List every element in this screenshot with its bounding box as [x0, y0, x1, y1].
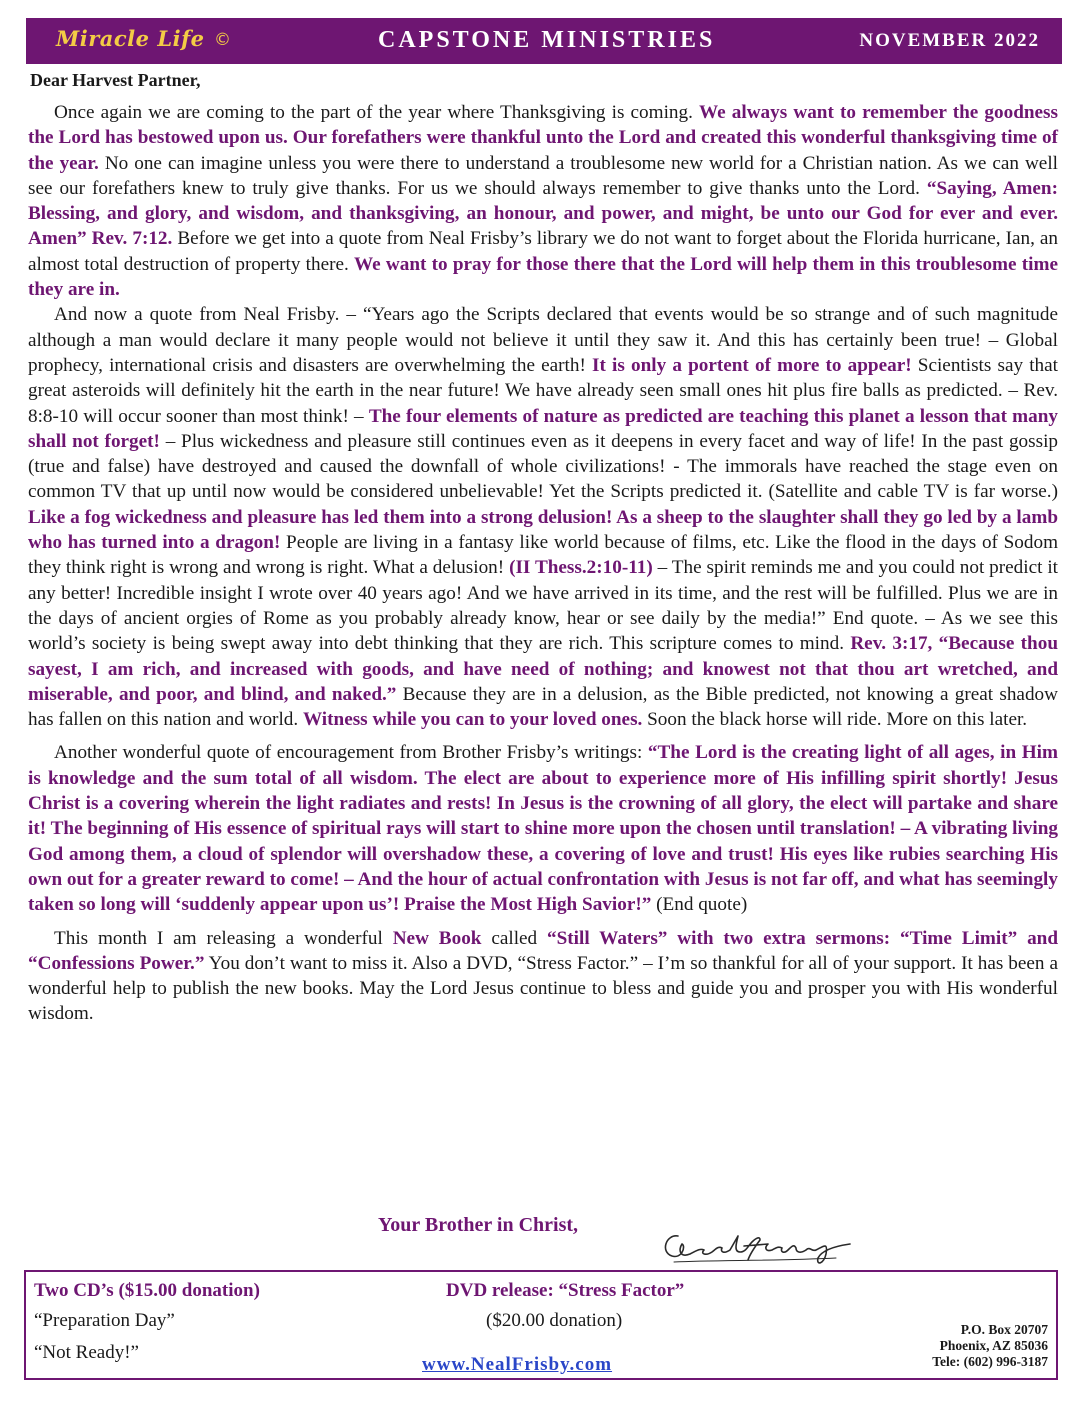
- highlighted-text: “Still Waters” with two extra sermons: “Time Limit” and “Confessions Power.”: [28, 927, 1059, 974]
- cd-title-1: “Preparation Day”: [34, 1310, 175, 1331]
- body-text: (End quote): [651, 894, 748, 916]
- footer-box: [24, 1270, 1058, 1380]
- highlighted-text: The four elements of nature as predicted are teaching this planet a lesson that many shall not forget!: [28, 405, 1058, 452]
- website-link[interactable]: www.NealFrisby.com: [422, 1354, 613, 1375]
- cds-title: Two CD’s ($15.00 donation): [34, 1280, 260, 1301]
- dvd-title: DVD release: “Stress Factor”: [446, 1280, 685, 1301]
- brand-logo-text: Miracle Life: [56, 26, 205, 51]
- mailing-address: [932, 1322, 1048, 1370]
- highlighted-text: We always want to remember the goodness the Lord has bestowed upon us. Our forefathers were thankful unto the Lord and created this wonderful thanksgiving time of the year.: [28, 102, 1058, 174]
- body-text: You don’t want to miss it. Also a DVD, “Stress Factor.” – I’m so thankful for all of your support. It has been a wonderful help to publish the new books. May the Lord Jesus continue to bless and guide you and prosper you with His wonderful wisdom.: [28, 952, 1058, 1025]
- issue-date: NOVEMBER 2022: [859, 30, 1040, 51]
- body-text: Because they are in a delusion, as the Bible predicted, not knowing a great shadow has fallen on this nation and world.: [28, 683, 1058, 731]
- organization-name: CAPSTONE MINISTRIES: [378, 27, 716, 53]
- body-text: This month I am releasing a wonderful: [54, 927, 393, 949]
- dvd-donation: ($20.00 donation): [486, 1310, 623, 1331]
- header-bar: [26, 18, 1062, 64]
- body-text: Another wonderful quote of encouragement from Brother Frisby’s writings:: [54, 742, 648, 764]
- phone-number: Tele: (602) 996-3187: [932, 1354, 1048, 1369]
- paragraph-2: [28, 302, 1058, 732]
- paragraph-1: [28, 100, 1058, 302]
- body-text: called: [481, 927, 548, 949]
- highlighted-text: New Book: [392, 927, 482, 949]
- highlighted-text: We want to pray for those there that the Lord will help them in this troublesome time they are in.: [28, 253, 1058, 301]
- paragraph-3: [28, 740, 1058, 917]
- highlighted-text: Like a fog wickedness and pleasure has led them into a strong delusion! As a sheep to the slaughter shall they go led by a lamb who has turned into a dragon!: [28, 506, 1058, 554]
- body-text: No one can imagine unless you were there to understand a troublesome new world for a Christian nation. As we can well see our forefathers knew to truly give thanks. For us we should always remember to give thanks unto the Lord.: [28, 152, 1058, 199]
- handwritten-signature: [656, 1224, 856, 1268]
- cd-title-2: “Not Ready!”: [34, 1342, 139, 1363]
- highlighted-text: “The Lord is the creating light of all ages, in Him is knowledge and the sum total of all wisdom. The elect are about to experience more of His infilling spirit shortly! Jesus Christ is a covering wherein the light radiates and rests! In Jesus is the crowning of all glory, the elect will partake and share it! The beginning of His essence of spiritual rays will start to shine more upon the chosen until translation! – A vibrating living God among them, a cloud of splendor will overshadow these, a covering of love and trust! His eyes like rubies searching His own out for a greater reward to come! – And the hour of actual confrontation with Jesus is not far off, and what has seemingly taken so long will ‘suddenly appear upon us’! Praise the Most High Savior!”: [28, 742, 1058, 916]
- body-text: Scientists say that great asteroids will definitely hit the earth in the near future! We have already seen small ones hit plus fire balls as predicted. – Rev. 8:8-10 will occur sooner than most think! –: [28, 354, 1058, 427]
- highlighted-text: Rev. 3:17, “Because thou sayest, I am rich, and increased with goods, and have need of nothing; and knowest not that thou art wretched, and miserable, and poor, and blind, and naked.”: [28, 633, 1058, 705]
- highlighted-text: It is only a portent of more to appear!: [592, 354, 912, 376]
- body-text: Soon the black horse will ride. More on this later.: [642, 709, 1028, 731]
- body-text: People are living in a fantasy like world because of films, etc. Like the flood in the days of Sodom they think right is wrong and wrong is right. What a delusion!: [28, 532, 1058, 579]
- letter-body: [28, 100, 1058, 1027]
- paragraph-4: [28, 926, 1058, 1027]
- body-text: – Plus wickedness and pleasure still continues even as it deepens in every facet and way of life! In the past gossip (true and false) have destroyed and caused the downfall of whole civilizations! - The immorals have reached the stage even on common TV that up until now would be considered unbelievable! Yet the Scripts predicted it. (Satellite and cable TV is far worse.): [28, 430, 1059, 503]
- closing-line: Your Brother in Christ,: [378, 1214, 579, 1236]
- salutation: Dear Harvest Partner,: [30, 70, 201, 90]
- address-line-2: Phoenix, AZ 85036: [939, 1338, 1048, 1353]
- address-line-1: P.O. Box 20707: [960, 1322, 1048, 1337]
- body-text: Before we get into a quote from Neal Frisby’s library we do not want to forget about the Florida hurricane, Ian, an almost total destruction of property there.: [28, 228, 1058, 275]
- highlighted-text: (II Thess.2:10-11): [509, 557, 653, 579]
- body-text: Once again we are coming to the part of the year where Thanksgiving is coming.: [54, 102, 700, 123]
- copyright-symbol: ©: [214, 30, 231, 50]
- highlighted-text: Witness while you can to your loved ones.: [302, 709, 643, 731]
- highlighted-text: “Saying, Amen: Blessing, and glory, and wisdom, and thanksgiving, an honour, and power, and might, be unto our God for ever and ever. Amen” Rev. 7:12.: [28, 177, 1058, 250]
- body-text: – The spirit reminds me and you could not predict it any better! Incredible insight I wrote over 40 years ago! And we have arrived in its time, and the rest will be fulfilled. Plus we are in the days of ancient orgies of Rome as you probably already know, hear or see daily by the media!” End quote. – As we see this world’s society is being swept away into debt thinking that they are rich. This scripture comes to mind.: [28, 557, 1059, 655]
- body-text: And now a quote from Neal Frisby. – “Years ago the Scripts declared that events would be so strange and of such magnitude although a man would declare it many people would not believe it until they saw it. And this has certainly been true! – Global prophecy, international crisis and disasters are overwhelming the earth!: [28, 304, 1058, 376]
